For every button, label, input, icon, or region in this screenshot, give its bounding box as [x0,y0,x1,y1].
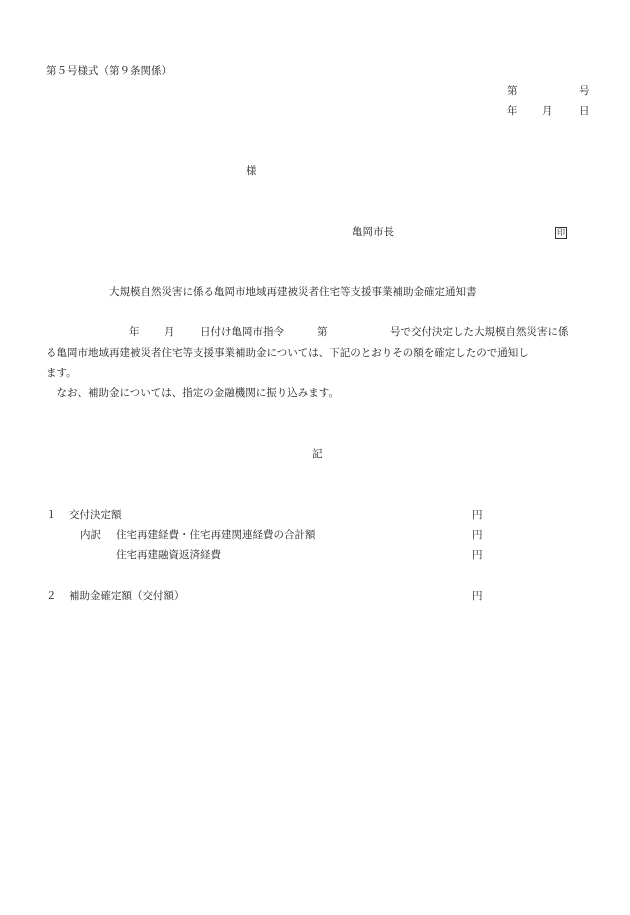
form-label: 第５号様式（第９条関係） [46,65,172,77]
item-1-number: １ [46,509,57,521]
date-month: 月 [542,105,553,117]
body-line-1: 号で交付決定した大規模自然災害に係 [390,326,569,338]
ref-day-text: 日付け亀岡市指令 [200,326,284,338]
date-day: 日 [579,105,590,117]
document-title: 大規模自然災害に係る亀岡市地域再建被災者住宅等支援事業補助金確定通知書 [109,286,477,298]
body-paragraph-2: なお、補助金については、指定の金融機関に振り込みます。 [46,387,339,399]
recipient-honorific: 様 [246,165,257,177]
doc-number-prefix: 第 [507,85,518,97]
breakdown-row-1-label: 住宅再建経費・住宅再建関連経費の合計額 [116,529,316,541]
item-2-label: 補助金確定額（交付額） [69,590,185,602]
breakdown-row-2-unit: 円 [472,549,483,561]
item-2-number: ２ [46,590,57,602]
body-line-3: ます。 [46,367,77,379]
ref-number-prefix: 第 [317,326,328,338]
item-1-label: 交付決定額 [69,509,122,521]
breakdown-row-1-unit: 円 [472,529,483,541]
date-year: 年 [507,105,518,117]
seal-mark: 印 [557,228,565,237]
ref-year: 年 [129,326,140,338]
issuer-name: 亀岡市長 [352,226,394,238]
breakdown-label: 内訳 [80,529,101,541]
item-1-unit: 円 [472,509,483,521]
doc-number-suffix: 号 [579,85,590,97]
record-heading: 記 [312,448,323,460]
breakdown-row-2-label: 住宅再建融資返済経費 [116,549,221,561]
body-line-2: る亀岡市地域再建被災者住宅等支援事業補助金については、下記のとおりその額を確定したので通知し [46,347,529,359]
item-2-unit: 円 [472,590,483,602]
ref-month: 月 [164,326,175,338]
